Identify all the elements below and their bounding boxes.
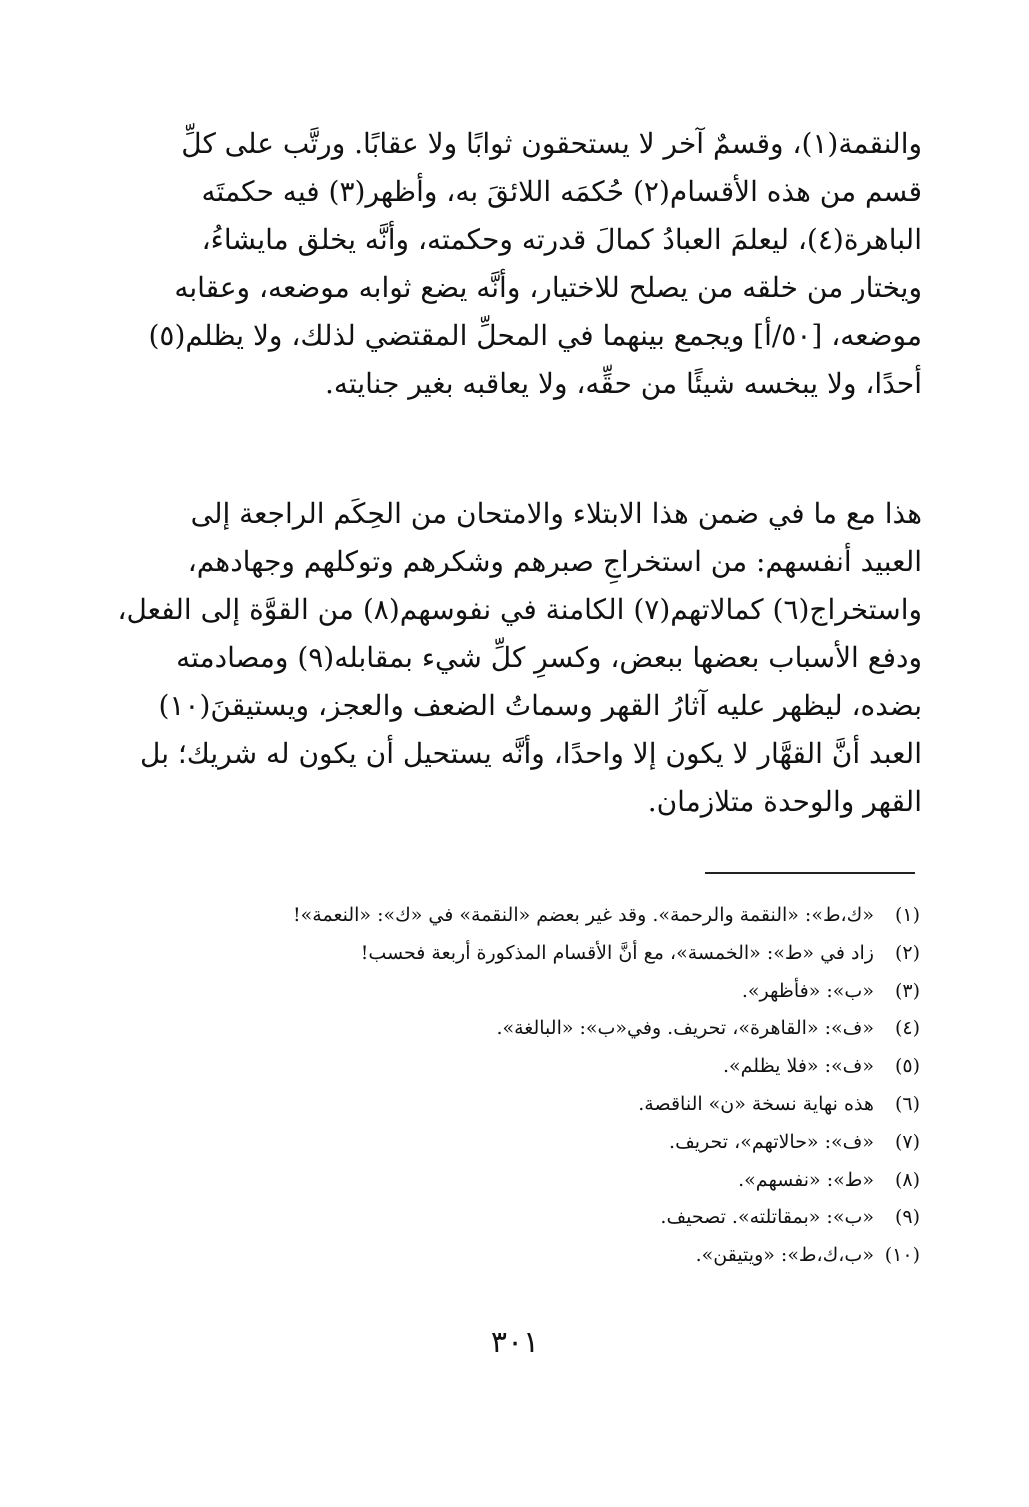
text-line: والنقمة(١)، وقسمٌ آخر لا يستحقون ثوابًا ولا عقابًا. ورتَّب على كلِّ <box>181 127 922 160</box>
footnote-text: «ط»: «نفسهم». <box>738 1168 874 1191</box>
body-paragraph-2 <box>100 490 922 826</box>
footnote-text: «ب»: «فأظهر». <box>741 979 874 1002</box>
footnote-text: «ف»: «القاهرة»، تحريف. وفي«ب»: «البالغة». <box>496 1017 874 1040</box>
footnote-separator <box>705 872 915 874</box>
text-line: القهر والوحدة متلازمان. <box>647 785 922 818</box>
footnote-number: (٧) <box>894 1130 920 1153</box>
footnote <box>160 897 920 935</box>
footnote-number: (١٠) <box>884 1244 920 1267</box>
text-line: موضعه، [٥٠/أ] ويجمع بينهما في المحلِّ المقتضي لذلك، ولا يظلم(٥) <box>148 319 922 352</box>
footnote-number: (٥) <box>894 1055 920 1078</box>
footnote <box>160 1162 920 1200</box>
footnote <box>160 1237 920 1275</box>
text-line: ودفع الأسباب بعضها ببعض، وكسرِ كلِّ شيء بمقابله(٩) ومصادمته <box>176 641 922 674</box>
body-paragraph-1 <box>100 120 922 408</box>
footnote-text: زاد في «ط»: «الخمسة»، مع أنَّ الأقسام المذكورة أربعة فحسب! <box>360 941 874 964</box>
footnote <box>160 1124 920 1162</box>
footnote-number: (٣) <box>894 979 920 1002</box>
footnote <box>160 1048 920 1086</box>
footnote <box>160 973 920 1011</box>
text-line: هذا مع ما في ضمن هذا الابتلاء والامتحان من الحِكَم الراجعة إلى <box>190 497 922 530</box>
footnote-number: (٢) <box>894 941 920 964</box>
footnote-text: «ف»: «حالاتهم»، تحريف. <box>669 1130 874 1153</box>
footnote-text: هذه نهاية نسخة «ن» الناقصة. <box>638 1092 874 1115</box>
text-line: قسم من هذه الأقسام(٢) حُكمَه اللائقَ به، وأظهر(٣) فيه حكمتَه <box>201 175 922 208</box>
page-number: ٣٠١ <box>490 1325 540 1360</box>
text-line: العبد أنَّ القهَّار لا يكون إلا واحدًا، وأنَّه يستحيل أن يكون له شريك؛ بل <box>140 737 922 770</box>
footnote-number: (٨) <box>894 1168 920 1191</box>
footnote-text: «ك،ط»: «النقمة والرحمة». وقد غير بعضم «النقمة» في «ك»: «النعمة»! <box>293 904 874 926</box>
text-line: ويختار من خلقه من يصلح للاختيار، وأنَّه يضع ثوابه موضعه، وعقابه <box>174 271 922 304</box>
footnote-number: (٤) <box>894 1017 920 1040</box>
footnote-number: (٩) <box>894 1206 920 1229</box>
footnote <box>160 1010 920 1048</box>
footnote-number: (١) <box>894 904 920 926</box>
text-line: العبيد أنفسهم: من استخراجِ صبرهم وشكرهم وتوكلهم وجهادهم، <box>187 545 922 578</box>
text-line: بضده، ليظهر عليه آثارُ القهر وسماتُ الضعف والعجز، ويستيقنَ(١٠) <box>158 689 922 722</box>
footnotes <box>160 897 920 1275</box>
footnote <box>160 935 920 973</box>
footnote-number: (٦) <box>894 1092 920 1115</box>
footnote-text: «ب،ك،ط»: «ويتيقن». <box>695 1244 874 1267</box>
footnote-text: «ف»: «فلا يظلم». <box>723 1055 874 1078</box>
text-line: واستخراج(٦) كمالاتهم(٧) الكامنة في نفوسهم(٨) من القوَّة إلى الفعل، <box>117 593 922 626</box>
text-line: أحدًا، ولا يبخسه شيئًا من حقِّه، ولا يعاقبه بغير جنايته. <box>324 367 922 400</box>
footnote <box>160 1086 920 1124</box>
footnote-text: «ب»: «بمقاتلته». تصحيف. <box>660 1206 874 1229</box>
footnote <box>160 1199 920 1237</box>
text-line: الباهرة(٤)، ليعلمَ العبادُ كمالَ قدرته وحكمته، وأنَّه يخلق مايشاءُ، <box>201 223 922 256</box>
